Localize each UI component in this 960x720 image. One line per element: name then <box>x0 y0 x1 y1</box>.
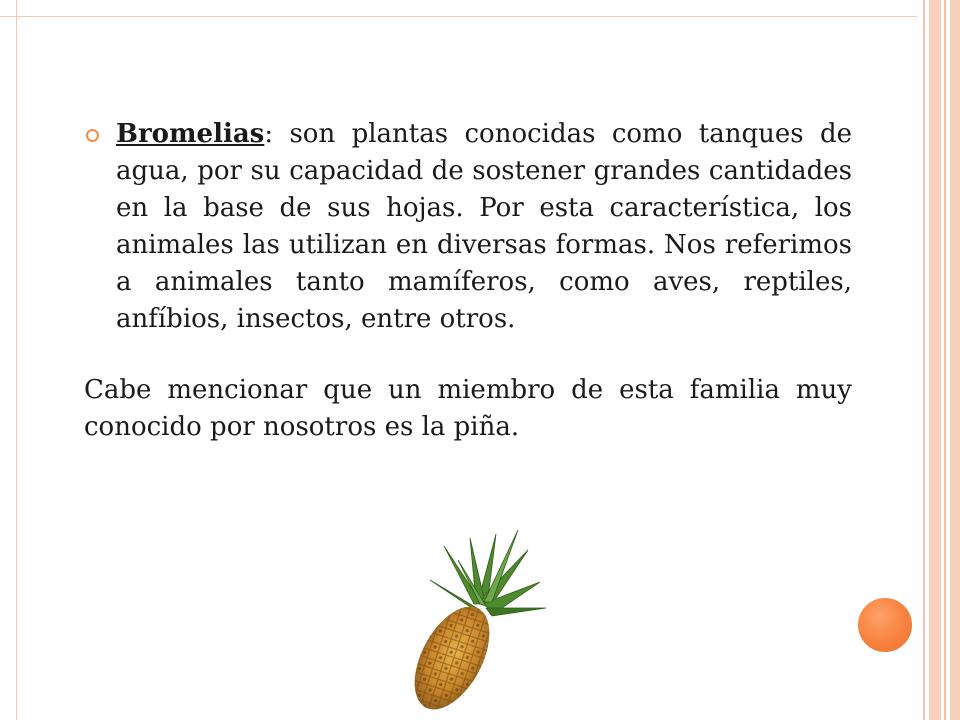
bullet-circle-icon <box>86 129 99 142</box>
term-bromelias: Bromelias <box>116 119 265 149</box>
slide-content <box>84 116 852 446</box>
bullet-text: : son plantas conocidas como tanques de agua, por su capacidad de sostener grandes cantidades en la base de sus hojas. Por esta característica, los animales las utilizan en diversas formas. Nos referimos a animales tanto mamíferos, como aves, reptiles, anfíbios, insectos, entre otros. <box>116 119 852 334</box>
slide-frame-top <box>0 0 960 17</box>
decorative-right-band <box>917 0 960 720</box>
slide-frame-left <box>0 0 17 720</box>
pineapple-image <box>400 524 550 720</box>
pineapple-leaves <box>430 530 546 616</box>
orange-circle-decoration <box>856 596 914 654</box>
bullet-paragraph <box>84 116 852 338</box>
body-paragraph: Cabe mencionar que un miembro de esta familia muy conocido por nosotros es la piña. <box>84 375 852 442</box>
